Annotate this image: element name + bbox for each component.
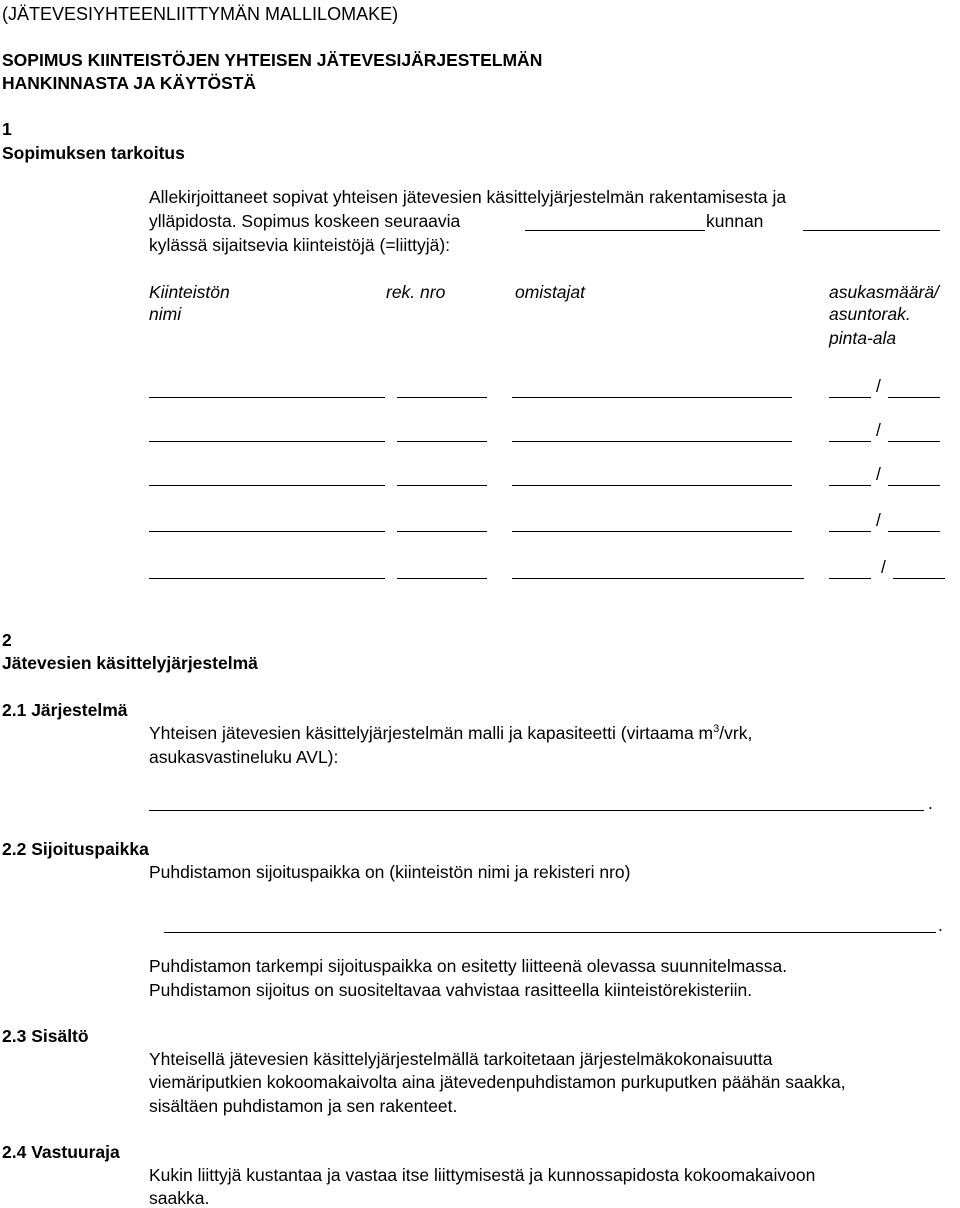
residents-blank[interactable] <box>829 578 871 579</box>
col-header-property-name: Kiinteistön <box>149 282 230 302</box>
municipality-blank[interactable] <box>525 230 705 231</box>
floor-area-blank[interactable] <box>888 397 940 398</box>
residents-blank[interactable] <box>829 485 871 486</box>
subsection-2-4-heading: 2.4 Vastuuraja <box>2 1142 120 1162</box>
section1-number: 1 <box>2 119 12 139</box>
property-name-blank[interactable] <box>149 441 385 442</box>
residents-blank[interactable] <box>829 397 871 398</box>
reg-no-blank[interactable] <box>397 485 487 486</box>
floor-area-blank[interactable] <box>888 531 940 532</box>
section1-paragraph-line1: Allekirjoittaneet sopivat yhteisen jätevesien käsittelyjärjestelmän rakentamisesta ja <box>149 187 787 207</box>
owners-blank[interactable] <box>512 397 792 398</box>
subsection-2-2-line3: Puhdistamon sijoitus on suositeltavaa vahvistaa rasitteella kiinteistörekisteriin. <box>149 980 753 1000</box>
subsection-2-3-line2: viemäriputkien kokoomakaivolta aina jätevedenpuhdistamon purkuputken päähän saakka, <box>149 1072 846 1092</box>
reg-no-blank[interactable] <box>397 578 487 579</box>
section2-number: 2 <box>2 630 12 650</box>
property-name-blank[interactable] <box>149 531 385 532</box>
row-separator: / <box>881 557 886 577</box>
reg-no-blank[interactable] <box>397 441 487 442</box>
reg-no-blank[interactable] <box>397 397 487 398</box>
subsection-2-2-heading: 2.2 Sijoituspaikka <box>2 839 149 859</box>
document-title-line1: SOPIMUS KIINTEISTÖJEN YHTEISEN JÄTEVESIJÄRJESTELMÄN <box>2 50 543 70</box>
floor-area-blank[interactable] <box>888 485 940 486</box>
village-blank[interactable] <box>803 230 940 231</box>
subsection-2-2-line1: Puhdistamon sijoituspaikka on (kiinteistön nimi ja rekisteri nro) <box>149 862 631 882</box>
section1-paragraph-line3: kylässä sijaitsevia kiinteistöjä (=liittyjä): <box>149 235 451 255</box>
floor-area-blank[interactable] <box>893 578 945 579</box>
row-separator: / <box>876 376 881 396</box>
property-name-blank[interactable] <box>149 578 385 579</box>
property-name-blank[interactable] <box>149 485 385 486</box>
section1-heading: Sopimuksen tarkoitus <box>2 143 185 163</box>
row-separator: / <box>876 510 881 530</box>
floor-area-blank[interactable] <box>888 441 940 442</box>
location-blank[interactable] <box>164 932 936 933</box>
section1-paragraph-line2a: ylläpidosta. Sopimus koskeen seuraavia <box>149 211 461 231</box>
owners-blank[interactable] <box>512 531 792 532</box>
section2-heading: Jätevesien käsittelyjärjestelmä <box>2 653 258 673</box>
row-separator: / <box>876 464 881 484</box>
owners-blank[interactable] <box>512 485 792 486</box>
subsection-2-1-line2: asukasvastineluku AVL): <box>149 747 339 767</box>
residents-blank[interactable] <box>829 441 871 442</box>
property-name-blank[interactable] <box>149 397 385 398</box>
subsection-2-4-line2: saakka. <box>149 1188 210 1208</box>
subsection-2-3-line1: Yhteisellä jätevesien käsittelyjärjestelmällä tarkoitetaan järjestelmäkokonaisuutta <box>149 1049 773 1069</box>
document-title-line2: HANKINNASTA JA KÄYTÖSTÄ <box>2 73 257 93</box>
col-header-residents-2: asuntorak. <box>829 304 911 324</box>
template-label: (JÄTEVESIYHTEENLIITTYMÄN MALLILOMAKE) <box>2 4 399 24</box>
col-header-property-name-2: nimi <box>149 304 182 324</box>
col-header-residents: asukasmäärä/ <box>829 282 939 302</box>
col-header-owners: omistajat <box>515 282 586 302</box>
subsection-2-1-line1: Yhteisen jätevesien käsittelyjärjestelmän malli ja kapasiteetti (virtaama $m^3$/vrk, <box>149 723 753 743</box>
subsection-2-2-line2: Puhdistamon tarkempi sijoituspaikka on esitetty liitteenä olevassa suunnitelmassa. <box>149 956 788 976</box>
system-model-blank[interactable] <box>149 810 924 811</box>
subsection-2-3-heading: 2.3 Sisältö <box>2 1026 89 1046</box>
col-header-residents-3: pinta-ala <box>829 328 897 348</box>
subsection-2-3-line3: sisältäen puhdistamon ja sen rakenteet. <box>149 1096 458 1116</box>
owners-blank[interactable] <box>512 441 792 442</box>
section1-paragraph-line2b: kunnan <box>706 211 764 231</box>
blank-end-period: . <box>938 915 943 935</box>
residents-blank[interactable] <box>829 531 871 532</box>
subsection-2-4-line1: Kukin liittyjä kustantaa ja vastaa itse liittymisestä ja kunnossapidosta kokoomakaivoon <box>149 1165 816 1185</box>
subsection-2-1-heading: 2.1 Järjestelmä <box>2 700 128 720</box>
owners-blank[interactable] <box>512 578 804 579</box>
reg-no-blank[interactable] <box>397 531 487 532</box>
col-header-reg-no: rek. nro <box>386 282 446 302</box>
row-separator: / <box>876 420 881 440</box>
blank-end-period: . <box>928 793 933 813</box>
